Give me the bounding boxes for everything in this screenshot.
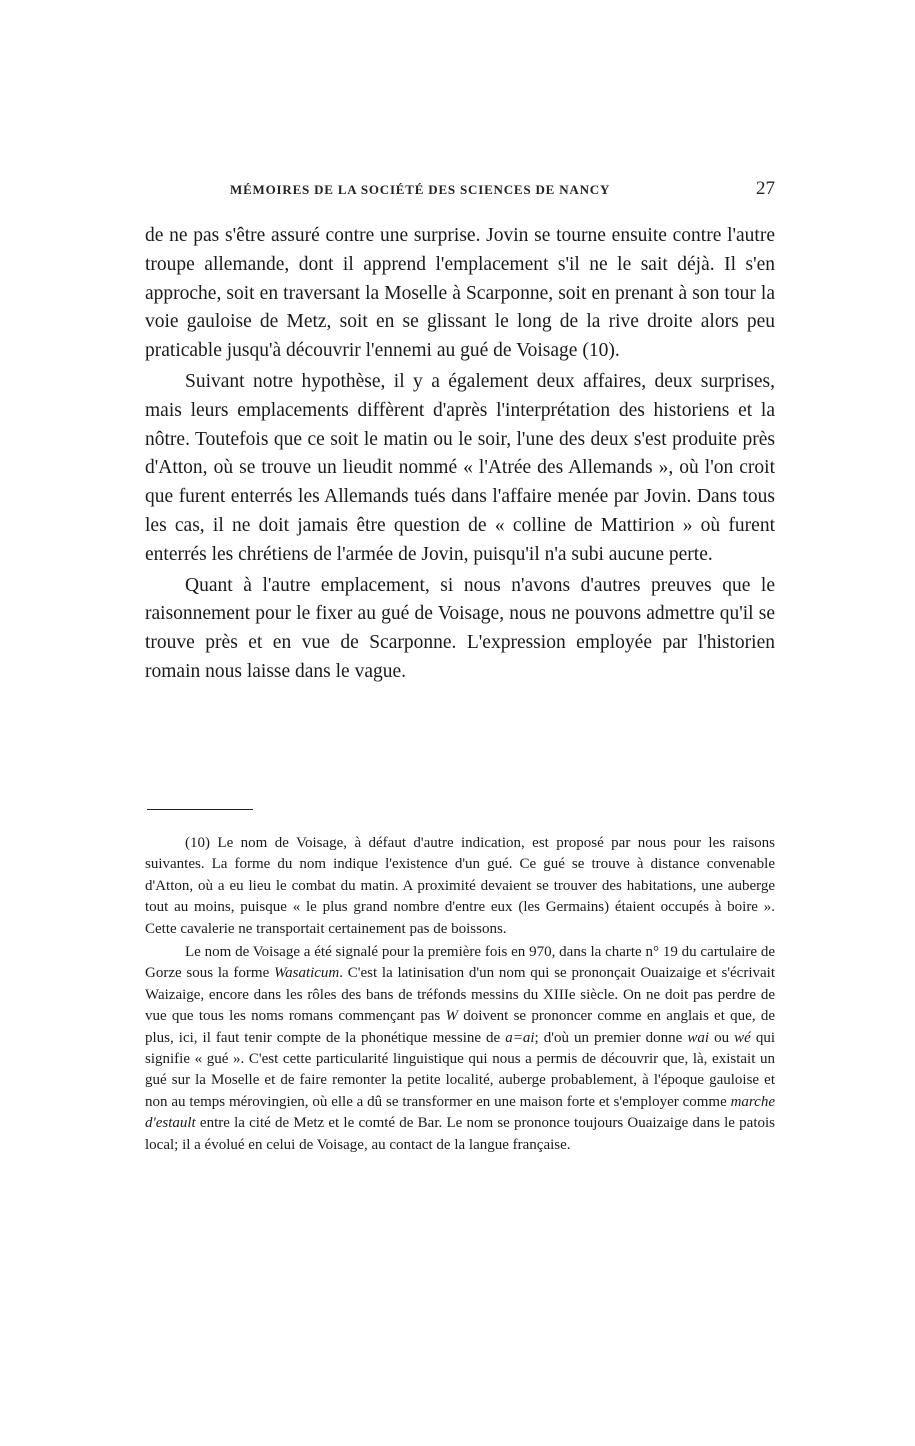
footnote-italic-term: W [445, 1008, 459, 1025]
footnote-text: Le nom de Voisage a été signalé pour la première fois en 970, dans la charte n° 19 du cartulaire de Gorze sous la forme [145, 944, 775, 982]
page-number: 27 [756, 178, 775, 199]
running-head: MÉMOIRES DE LA SOCIÉTÉ DES SCIENCES DE NANCY [230, 182, 611, 197]
running-header [145, 178, 775, 200]
footnote-text: doivent se prononcer comme en anglais et que, de plus, ici, il faut tenir compte de la phonétique messine de [145, 1008, 776, 1046]
footnote-10-continuation [145, 942, 775, 1156]
footnote-10: (10) Le nom de Voisage, à défaut d'autre indication, est proposé par nous pour les raisons suivantes. La forme du nom indique l'existence d'un gué. Ce gué se trouve à distance convenable d'Atton, où a eu lieu le combat du matin. A proximité devaient se trouver des habitations, une auberge tout au moins, puisque « le plus grand nombre d'entre eux (les Germains) étaient occupés à boire ». Cette cavalerie ne transportait certainement pas de boissons. [145, 835, 775, 937]
footnote-text: . C'est la latinisation d'un nom qui se prononçait Ouaizaige et s'écrivait Waizaige, encore dans les rôles des bans de tréfonds messins du XIIIe siècle. On ne doit pas perdre de vue que tous les noms romans commençant pas [145, 965, 775, 1025]
footnote-text: ; d'où un premier donne [534, 1029, 688, 1046]
footnotes [145, 833, 775, 1156]
footnote-rule [147, 809, 253, 810]
footnote-text: ou [709, 1029, 735, 1046]
footnote-italic-term: wé [734, 1029, 751, 1046]
footnote-text: qui signifie « gué ». C'est cette particularité linguistique qui nous a permis de découvrir que, là, existait un gué sur la Moselle et de faire remonter la petite localité, auberge probablement, à l'époque gauloise et non au temps mérovingien, où elle a dû se transformer en une maison forte et s'employer comme [145, 1029, 775, 1110]
main-text [145, 222, 775, 687]
paragraph-1: de ne pas s'être assuré contre une surprise. Jovin se tourne ensuite contre l'autre troupe allemande, dont il apprend l'emplacement s'il ne le sait déjà. Il s'en approche, soit en traversant la Moselle à Scarponne, soit en prenant à son tour la voie gauloise de Metz, soit en se glissant le long de la rive droite alors peu praticable jusqu'à découvrir l'ennemi au gué de Voisage (10). [145, 225, 775, 362]
footnote-italic-term: a=ai [505, 1029, 535, 1046]
paragraph-2: Suivant notre hypothèse, il y a également deux affaires, deux surprises, mais leurs emplacements diffèrent d'après l'interprétation des historiens et la nôtre. Toutefois que ce soit le matin ou le soir, l'une des deux s'est produite près d'Atton, où se trouve un lieudit nommé « l'Atrée des Allemands », où l'on croit que furent enterrés les Allemands tués dans l'affaire menée par Jovin. Dans tous les cas, il ne doit jamais être question de « colline de Mattirion » où furent enterrés les chrétiens de l'armée de Jovin, puisqu'il n'a subi aucune perte. [145, 370, 775, 565]
footnote-italic-term: wai [687, 1029, 710, 1046]
footnote-italic-term: marche d'estault [145, 1093, 775, 1132]
footnote-text: entre la cité de Metz et le comté de Bar. Le nom se prononce toujours Ouaizaige dans le patois local; il a évolué en celui de Voisage, au contact de la langue française. [145, 1115, 775, 1153]
footnote-italic-term: Wasaticum [273, 965, 340, 982]
paragraph-3: Quant à l'autre emplacement, si nous n'avons d'autres preuves que le raisonnement pour le fixer au gué de Voisage, nous ne pouvons admettre qu'il se trouve près et en vue de Scarponne. L'expression employée par l'historien romain nous laisse dans le vague. [145, 574, 775, 682]
